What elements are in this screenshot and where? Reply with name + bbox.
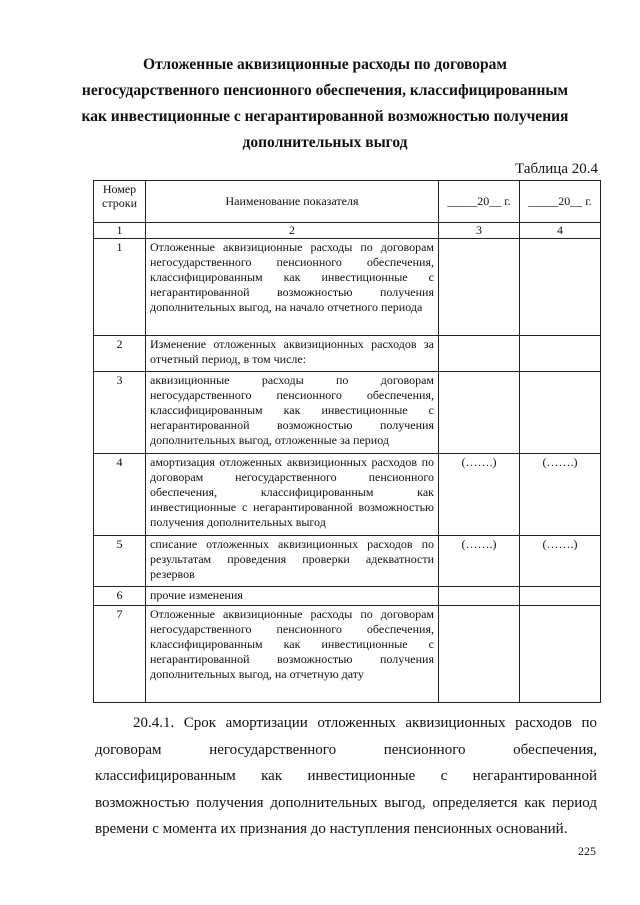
indicator-name: Отложенные аквизиционные расходы по договорам негосударственного пенсионного обеспечения, классифицированным как инвестиционные с негарантированной возможностью получения дополнительных выгод, на отчетную дату: [146, 606, 439, 703]
title-line-1: Отложенные аквизиционные расходы по договорам: [143, 56, 507, 73]
title-line-4: дополнительных выгод: [242, 134, 408, 151]
column-index-row: [94, 223, 601, 239]
row-number: 3: [94, 372, 146, 454]
table-row: [94, 239, 601, 336]
document-title: [80, 52, 570, 156]
value-year-1: [439, 606, 520, 703]
header-year-2: _____20__ г.: [520, 181, 601, 223]
column-index-cell: 3: [439, 223, 520, 239]
table-row: [94, 336, 601, 372]
table-row: [94, 587, 601, 606]
value-year-1: (…….): [439, 454, 520, 536]
value-year-2: [520, 336, 601, 372]
table-row: [94, 536, 601, 587]
row-number: 6: [94, 587, 146, 606]
header-year-1: _____20__ г.: [439, 181, 520, 223]
value-year-2: [520, 239, 601, 336]
table-row: [94, 454, 601, 536]
row-number: 7: [94, 606, 146, 703]
value-year-2: (…….): [520, 536, 601, 587]
indicator-name: Изменение отложенных аквизиционных расходов за отчетный период, в том числе:: [146, 336, 439, 372]
table-row: [94, 372, 601, 454]
indicator-name: прочие изменения: [146, 587, 439, 606]
row-number: 1: [94, 239, 146, 336]
indicator-name: списание отложенных аквизиционных расходов по результатам проведения проверки адекватности резервов: [146, 536, 439, 587]
page-number: 225: [578, 844, 596, 858]
title-line-2: негосударственного пенсионного обеспечения, классифицированным: [81, 82, 569, 99]
value-year-1: [439, 372, 520, 454]
value-year-1: [439, 239, 520, 336]
table-label: Таблица 20.4: [515, 161, 598, 177]
table-header-row: [94, 181, 601, 223]
column-index-cell: 4: [520, 223, 601, 239]
body-paragraph: [95, 710, 597, 843]
header-row-number: Номер строки: [94, 181, 146, 223]
row-number: 4: [94, 454, 146, 536]
indicator-name: аквизиционные расходы по договорам негосударственного пенсионного обеспечения, классифицированным как инвестиционные с негарантированной возможностью получения дополнительных выгод, отложенные за период: [146, 372, 439, 454]
indicator-name: амортизация отложенных аквизиционных расходов по договорам негосударственного пенсионного обеспечения, классифицированным как инвестиционные с негарантированной возможностью получения дополнительных выгод: [146, 454, 439, 536]
row-number: 5: [94, 536, 146, 587]
value-year-1: [439, 587, 520, 606]
column-index-cell: 1: [94, 223, 146, 239]
value-year-1: (…….): [439, 536, 520, 587]
value-year-2: (…….): [520, 454, 601, 536]
row-number: 2: [94, 336, 146, 372]
indicator-name: Отложенные аквизиционные расходы по договорам негосударственного пенсионного обеспечения, классифицированным как инвестиционные с негарантированной возможностью получения дополнительных выгод, на начало отчетного периода: [146, 239, 439, 336]
value-year-2: [520, 587, 601, 606]
paragraph-text: 20.4.1. Срок амортизации отложенных аквизиционных расходов по договорам негосударственного пенсионного обеспечения, классифицированным как инвестиционные с негарантированной возможностью получения дополнительных выгод, определяется как период времени с момента их признания до наступления пенсионных оснований.: [95, 715, 597, 837]
value-year-1: [439, 336, 520, 372]
title-line-3: как инвестиционные с негарантированной возможностью получения: [81, 108, 569, 125]
value-year-2: [520, 372, 601, 454]
column-index-cell: 2: [146, 223, 439, 239]
header-indicator: Наименование показателя: [146, 181, 439, 223]
value-year-2: [520, 606, 601, 703]
data-table: [93, 180, 601, 703]
table-row: [94, 606, 601, 703]
